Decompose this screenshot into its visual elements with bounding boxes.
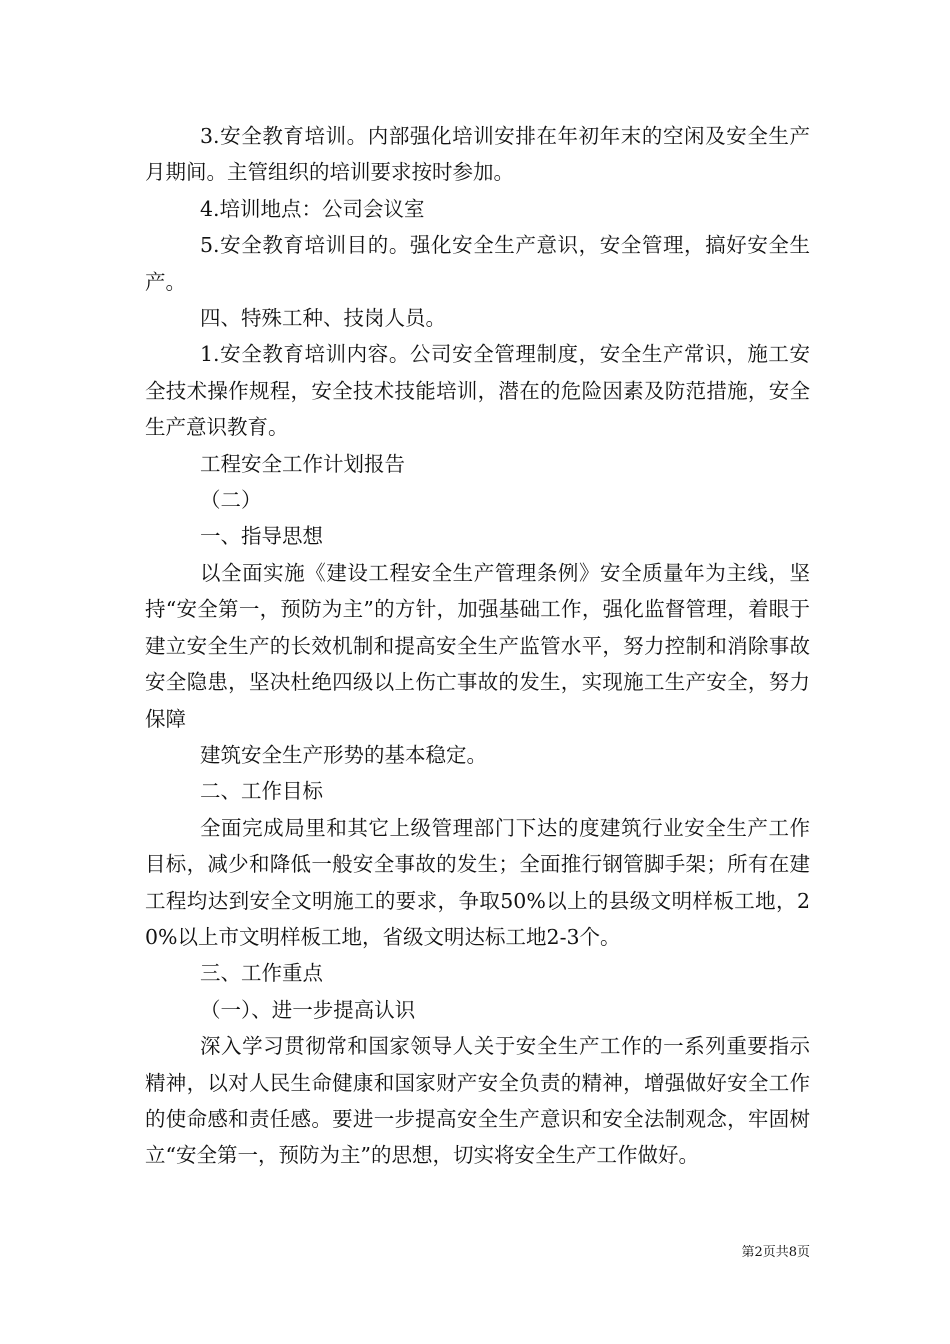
paragraph-training-location: 4.培训地点：公司会议室 — [200, 196, 425, 221]
paragraph-guiding-ideology: 以全面实施《建设工程安全生产管理条例》安全质量年为主线，坚持“安全第一，预防为主”的方针，加强基础工作，强化监督管理，着眼于建立安全生产的长效机制和提高安全生产监管水平，努力控制和消除事故安全隐患，坚决杜绝四级以上伤亡事故的发生，实现施工生产安全，努力保障 — [145, 560, 810, 731]
paragraph-awareness: 深入学习贯彻常和国家领导人关于安全生产工作的一系列重要指示精神，以对人民生命健康和国家财产安全负责的精神，增强做好安全工作的使命感和责任感。要进一步提高安全生产意识和安全法制观念，牢固树立“安全第一，预防为主”的思想，切实将安全生产工作做好。 — [145, 1034, 810, 1168]
paragraph-training-schedule: 3.安全教育培训。内部强化培训安排在年初年末的空闲及安全生产月期间。主管组织的培训要求按时参加。 — [145, 124, 810, 185]
section-heading-work-goals: 二、工作目标 — [200, 779, 323, 804]
section-heading-special-workers: 四、特殊工种、技岗人员。 — [200, 306, 446, 331]
section-heading-guiding-ideology: 一、指导思想 — [200, 524, 323, 549]
document-subtitle: 工程安全工作计划报告 — [200, 451, 405, 476]
page-number: 第2页共8页 — [741, 1245, 810, 1260]
section-heading-work-focus: 三、工作重点 — [200, 961, 323, 986]
subsection-heading-awareness: （一）、进一步提高认识 — [200, 997, 416, 1022]
document-body — [145, 118, 810, 1174]
paragraph-training-content: 1.安全教育培训内容。公司安全管理制度，安全生产常识，施工安全技术操作规程，安全技术技能培训，潜在的危险因素及防范措施，安全生产意识教育。 — [145, 342, 810, 440]
paragraph-training-purpose: 5.安全教育培训目的。强化安全生产意识，安全管理，搞好安全生产。 — [145, 233, 810, 294]
part-number: （二） — [200, 488, 262, 513]
paragraph-stability: 建筑安全生产形势的基本稳定。 — [200, 742, 487, 767]
paragraph-work-goals: 全面完成局里和其它上级管理部门下达的度建筑行业安全生产工作目标，减少和降低一般安全事故的发生；全面推行钢管脚手架；所有在建工程均达到安全文明施工的要求，争取50%以上的县级文明样板工地，20%以上市文明样板工地，省级文明达标工地2-3个。 — [145, 815, 810, 949]
